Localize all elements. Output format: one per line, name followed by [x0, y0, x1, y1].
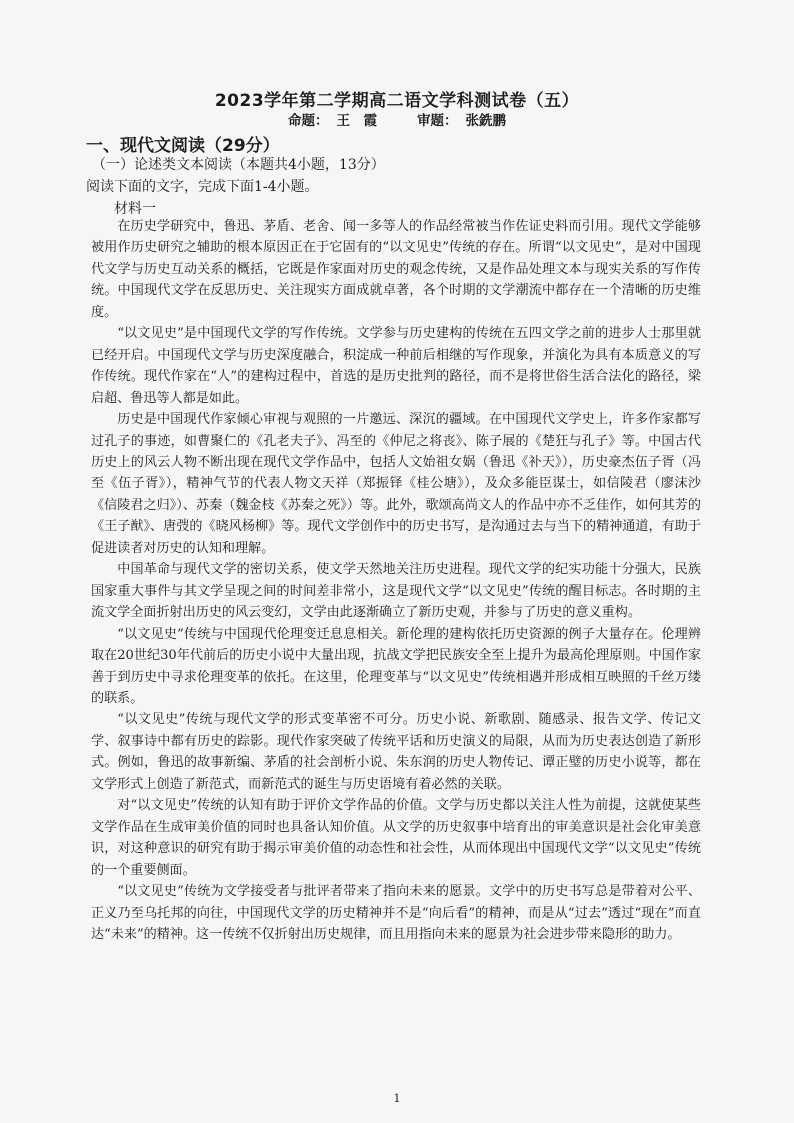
author-label: 命题：	[288, 113, 329, 129]
reading-instruction: 阅读下面的文字，完成下面1-4小题。	[86, 179, 319, 195]
passage-paragraph: “以文见史”传统与现代文学的形式变革密不可分。历史小说、新歌剧、随感录、报告文学、传记文学、叙事诗中都有历史的踪影。现代作家突破了传统平话和历史演义的局限，从而为历史表达创造了新形式。例如，鲁迅的故事新编、茅盾的社会剖析小说、朱东润的历史人物传记、谭正璧的历史小说等，都在文学形式上创造了新范式，而新范式的诞生与历史语境有着必然的关联。	[91, 712, 701, 792]
passage-paragraph: 在历史学研究中，鲁迅、茅盾、老舍、闻一多等人的作品经常被当作佐证史料而引用。现代文学能够被用作历史研究之辅助的根本原因正在于它固有的“以文见史”传统的存在。所谓“以文见史”，是对中国现代文学与历史互动关系的概括，它既是作家面对历史的观念传统，又是作品处理文本与现实关系的写作传统。中国现代文学在反思历史、关注现实方面成就卓著，各个时期的文学潮流中都存在一个清晰的历史维度。	[91, 219, 701, 320]
author-name: 王 霞	[336, 113, 377, 129]
material-label: 材料一	[114, 201, 156, 217]
passage-paragraph: “以文见史”传统为文学接受者与批评者带来了指向未来的愿景。文学中的历史书写总是带着对公平、正义乃至乌托邦的向往，中国现代文学的历史精神并不是“向后看”的精神，而是从“过去”透过“现在”而直达“未来”的精神。这一传统不仅折射出历史规律，而且用指向未来的愿景为社会进步带来隐形的助力。	[91, 884, 701, 942]
section-heading: 一、现代文阅读（29分）	[86, 136, 280, 156]
passage-paragraph: 对“以文见史”传统的认知有助于评价文学作品的价值。文学与历史都以关注人性为前提，这就使某些文学作品在生成审美价值的同时也具备认知价值。从文学的历史叙事中培育出的审美意识是社会化审美意识，对这种意识的研究有助于揭示审美价值的动态性和社会性，从而体现出中国现代文学“以文见史”传统的一个重要侧面。	[91, 798, 701, 878]
page-number: 1	[393, 1092, 401, 1105]
section-subheading: （一）论述类文本阅读（本题共4小题，13分）	[92, 157, 385, 173]
passage-body	[91, 216, 701, 945]
passage-paragraph: 历史是中国现代作家倾心审视与观照的一片邀远、深沉的疆域。在中国现代文学史上，许多作家都写过孔子的事迹，如曹聚仁的《孔老夫子》、冯至的《仲尼之将丧》、陈子展的《楚狂与孔子》等。中国古代历史上的风云人物不断出现在现代文学作品中，包括人文始祖女娲（鲁迅《补天》），历史豪杰伍子胥（冯至《伍子胥》），精神气节的代表人物文天祥（郑振铎《桂公塘》），及众多能臣谋士，如信陵君（廖沫沙《信陵君之归》）、苏秦（魏金枝《苏秦之死》）等。此外，歌颂高尚文人的作品中亦不乏佳作，如何其芳的《王子猷》、唐弢的《晓风杨柳》等。现代文学创作中的历史书写，是沟通过去与当下的精神通道，有助于促进读者对历史的认知和理解。	[91, 412, 701, 556]
passage-paragraph: “以文见史”是中国现代文学的写作传统。文学参与历史建构的传统在五四文学之前的进步人士那里就已经开启。中国现代文学与历史深度融合，积淀成一种前后相继的写作现象，并演化为具有本质意义的写作传统。现代作家在“人”的建构过程中，首选的是历史批判的路径，而不是将世俗生活合法化的路径，梁启超、鲁迅等人都是如此。	[91, 326, 701, 406]
byline	[0, 109, 794, 129]
passage-paragraph: 中国革命与现代文学的密切关系，使文学天然地关注历史进程。现代文学的纪实功能十分强大，民族国家重大事件与其文学呈现之间的时间差非常小，这是现代文学“以文见史”传统的醒目标志。各时期的主流文学全面折射出历史的风云变幻，文学由此逐渐确立了新历史观，并参与了历史的意义重构。	[91, 562, 701, 621]
page-title: 2023学年第二学期高二语文学科测试卷（五）	[214, 91, 580, 111]
passage-paragraph: “以文见史”传统与中国现代伦理变迁息息相关。新伦理的建构依托历史资源的例子大量存在。伦理辨取在20世纪30年代前后的历史小说中大量出现，抗战文学把民族安全至上提升为最高伦理原则。中国作家善于到历史中寻求伦理变革的依托。在这里，伦理变革与“以文见史”传统相遇并形成相互映照的千丝万缕的联系。	[91, 626, 701, 706]
reviewer-name: 张銑鹏	[465, 113, 506, 129]
reviewer-label: 审题：	[417, 113, 458, 129]
